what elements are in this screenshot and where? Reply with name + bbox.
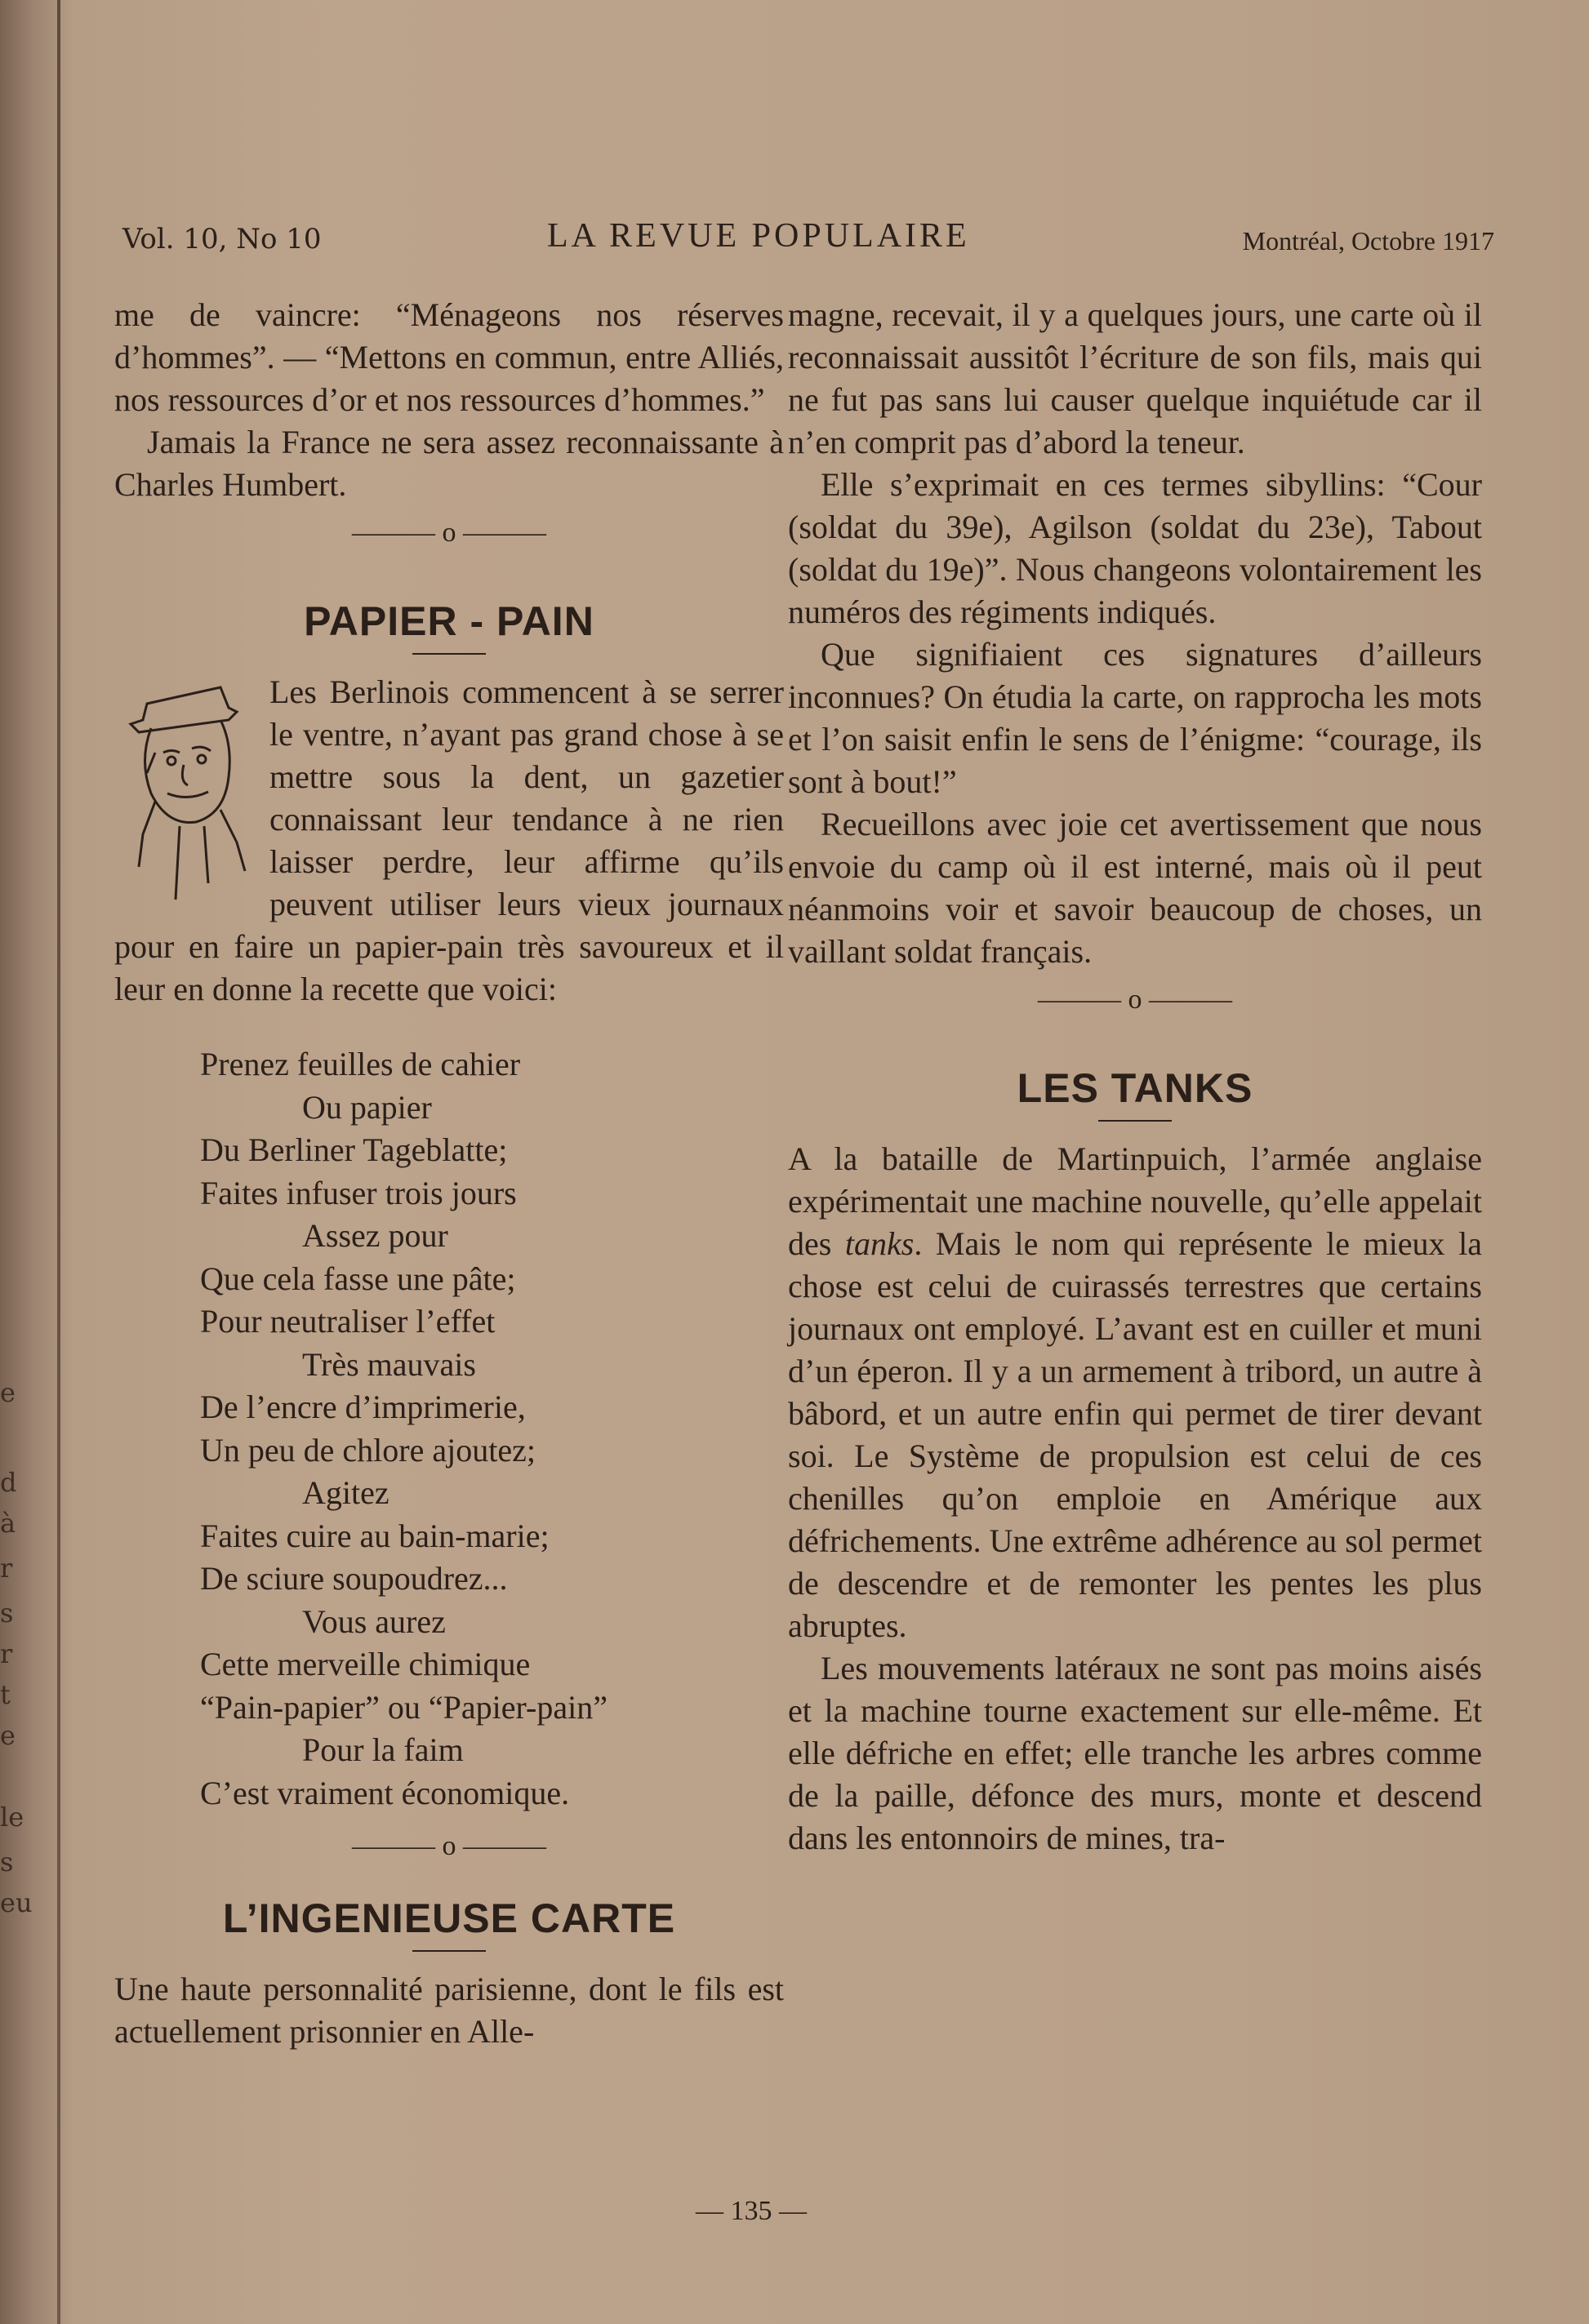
bleed-letter: e: [0, 1377, 16, 1408]
tanks-paragraph-2: Les mouvements latéraux ne sont pas moins aisés et la machine tourne exactement sur elle-même. Et elle défriche en effet; elle tranche les arbres comme de la paille, défonce des murs, monte et descend dans les entonnoirs de mines, tra-: [788, 1650, 1482, 1856]
bleed-letter: le: [0, 1802, 24, 1833]
drop-cap: Une: [114, 1971, 169, 2007]
tanks-paragraph-1: [788, 1138, 1482, 1647]
intro-paragraph: me de vaincre: “Ménageons nos réserves d’hommes”. — “Mettons en commun, entre Alliés, nos ressources d’or et nos ressources d’hommes.”: [114, 296, 784, 418]
poem-line: Pour la faim: [302, 1731, 464, 1768]
bleed-letter: d: [0, 1467, 17, 1498]
article-heading-ingenieuse-carte: L’INGENIEUSE CARTE: [222, 1895, 676, 1941]
carte-paragraph-4: Recueillons avec joie cet avertissement que nous envoie du camp où il est interné, mais où il peut néanmoins voir et savoir beaucoup de choses, un vaillant soldat français.: [788, 806, 1482, 970]
carte-paragraph-3: Que signifiaient ces signatures d’ailleurs inconnues? On étudia la carte, on rapprocha les mots et l’on saisit enfin le sens de l’énigme: “courage, ils sont à bout!”: [788, 636, 1482, 800]
heading-rule: [1098, 1120, 1172, 1122]
poem-line: De l’encre d’imprimerie,: [200, 1389, 526, 1425]
recipe-poem: [114, 1043, 784, 1815]
caricature-illustration: [106, 671, 261, 916]
binding-gutter: [57, 0, 60, 2324]
drop-cap: Les: [269, 673, 317, 710]
poem-line: “Pain-papier” ou “Papier-pain”: [200, 1688, 608, 1726]
poem-line: Agitez: [302, 1474, 389, 1511]
poem-line: Un peu de chlore ajoutez;: [200, 1431, 536, 1469]
running-header: [122, 216, 1494, 273]
section-separator: ——— o ———: [352, 518, 546, 548]
article-heading-les-tanks: LES TANKS: [1017, 1065, 1253, 1111]
bleed-letter: s: [0, 1597, 14, 1629]
bleed-letter: eu: [0, 1887, 33, 1918]
poem-line: Assez pour: [302, 1217, 448, 1254]
paragraph-text: haute personnalité parisienne, dont le fils est actuellement prisonnier en Alle-: [114, 1971, 784, 2050]
poem-line: Vous aurez: [302, 1602, 446, 1640]
bleed-letter: r: [0, 1638, 13, 1669]
paragraph-text: . Mais le nom qui représente le mieux la chose est celui de cuirassés terrestres que certains journaux ont employé. L’avant est en cuiller et muni d’un éperon. Il y a un armement à tribord, un autre à bâbord, et un autre enfin qui permet de tirer devant soi. Le Système de propulsion est celui de ces chenilles qu’on emploie en Amérique aux défrichements. Une extrême adhérence au sol permet de descendre et de remonter les pentes les plus abruptes.: [788, 1225, 1482, 1644]
poem-line: De sciure soupoudrez...: [200, 1560, 508, 1597]
carte-continuation: magne, recevait, il y a quelques jours, une carte où il reconnaissait aussitôt l’écriture de son fils, mais qui ne fut pas sans lui causer quelque inquiétude car il n’en comprit pas d’abord la teneur.: [788, 296, 1482, 460]
poem-line: Pour neutraliser l’effet: [200, 1303, 496, 1340]
carte-paragraph: [114, 1968, 784, 2053]
poem-line: Du Berliner Tageblatte;: [200, 1131, 508, 1168]
poem-line: Faites infuser trois jours: [200, 1174, 517, 1211]
bleed-letter: t: [0, 1679, 11, 1710]
carte-paragraph-2: Elle s’exprimait en ces termes sibyllins: “Cour (soldat du 39e), Agilson (soldat du 23e), Tabout (soldat du 19e)”. Nous changeons volontairement les numéros des régiments indiqués.: [788, 466, 1482, 630]
poem-line: Ou papier: [302, 1088, 432, 1126]
section-separator: ——— o ———: [1038, 984, 1232, 1015]
section-separator: ——— o ———: [352, 1831, 546, 1861]
heading-rule: [412, 1950, 486, 1952]
bleed-letter: s: [0, 1846, 14, 1877]
page-number: — 135 —: [696, 2196, 807, 2226]
poem-line: Prenez feuilles de cahier: [200, 1046, 521, 1082]
left-column: [114, 294, 784, 2053]
bleed-letter: e: [0, 1720, 16, 1751]
right-column: [788, 294, 1482, 1860]
drop-cap: A la: [788, 1140, 858, 1177]
heading-rule: [412, 653, 486, 655]
poem-line: C’est vraiment économique.: [200, 1774, 570, 1811]
poem-line: Très mauvais: [302, 1345, 476, 1383]
poem-line: Faites cuire au bain-marie;: [200, 1517, 550, 1554]
poem-line: Cette merveille chimique: [200, 1646, 531, 1682]
journal-title: LA REVUE POPULAIRE: [547, 217, 970, 255]
closing-paragraph: Jamais la France ne sera assez reconnaissante à Charles Humbert.: [114, 424, 784, 503]
issue-date: Montréal, Octobre 1917: [1242, 226, 1494, 256]
italic-word: tanks: [844, 1225, 915, 1262]
poem-line: Que cela fasse une pâte;: [200, 1260, 516, 1297]
article-heading-papier-pain: PAPIER - PAIN: [304, 598, 594, 644]
bleed-letter: à: [0, 1508, 16, 1539]
volume-number: Vol. 10, No 10: [122, 223, 322, 256]
bleed-letter: r: [0, 1553, 13, 1584]
paragraph-text: bataille de Martinpuich, l’armée anglaise expérimentait une machine nouvelle, qu’elle appelait des: [788, 1140, 1483, 1262]
paragraph-text: Berlinois commencent à se serrer le ventre, n’ayant pas grand chose à se mettre sous la dent, un gazetier connaissant leur tendance à ne rien laisser perdre, leur affirme qu’ils peuvent utiliser leurs vieux journaux pour en faire un papier-pain très savoureux et il leur en donne la recette que voici:: [114, 673, 784, 1007]
